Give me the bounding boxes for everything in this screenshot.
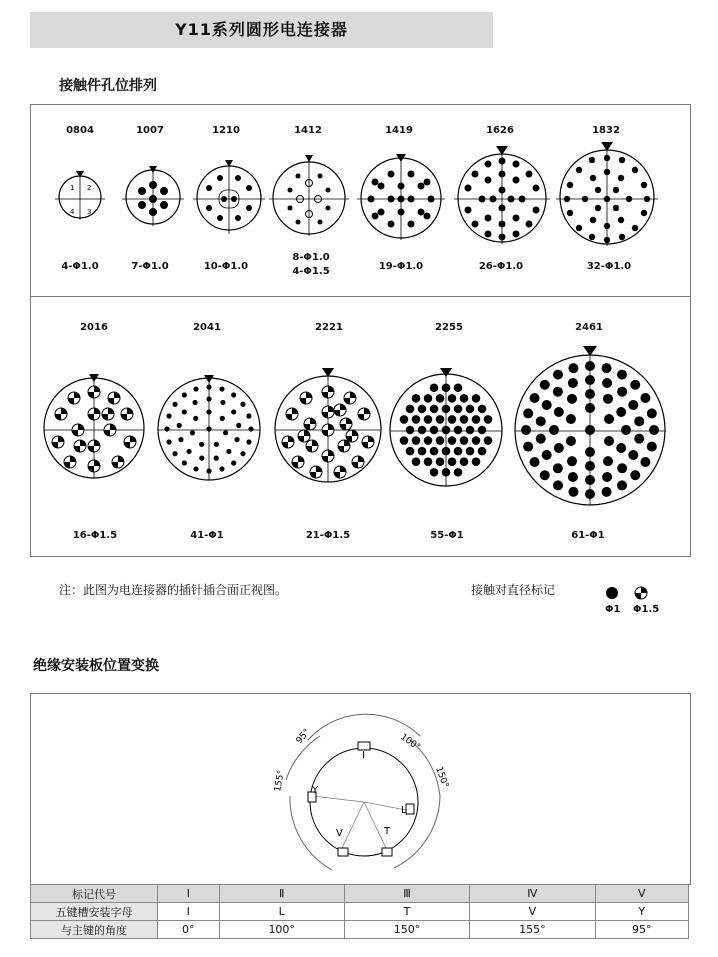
contact-dot xyxy=(472,436,481,445)
contact-dot xyxy=(540,470,550,480)
contact-dot xyxy=(223,430,228,435)
contact-count-1832: 32-Φ1.0 xyxy=(586,261,632,272)
contact-dot xyxy=(400,415,409,424)
legend-half-dot xyxy=(635,587,647,599)
svg-text:2: 2 xyxy=(87,184,92,192)
contact-dot xyxy=(192,400,197,405)
table-cell: T xyxy=(344,903,469,921)
contact-dot xyxy=(424,415,433,424)
contact-dot xyxy=(460,436,469,445)
table-header-cell: 标记代号 xyxy=(31,885,158,903)
layout-code-2461: 2461 xyxy=(575,322,603,333)
contact-dot xyxy=(424,394,433,403)
contact-dot xyxy=(585,489,595,499)
contact-dot xyxy=(617,480,627,490)
contact-dot xyxy=(521,425,531,435)
contact-dot xyxy=(472,415,481,424)
section-title-contact-layout: 接触件孔位排列 xyxy=(59,78,157,94)
angle-label-155: 155° xyxy=(273,769,287,793)
contact-dot xyxy=(454,405,463,414)
contact-dot xyxy=(585,389,595,399)
contact-dot xyxy=(466,405,475,414)
keyway-label-L: L xyxy=(401,805,407,816)
contact-dot xyxy=(178,437,183,442)
table-cell: 95° xyxy=(595,921,688,939)
layout-code-1210: 1210 xyxy=(212,125,240,136)
contact-dot xyxy=(448,457,457,466)
contact-dot xyxy=(553,480,563,490)
contact-dot xyxy=(617,387,627,397)
contact-count-1412-a: 8-Φ1.0 xyxy=(292,252,330,263)
contact-dot xyxy=(542,450,552,460)
angle-label-95: 95° xyxy=(294,727,313,746)
contact-dot xyxy=(523,442,533,452)
legend-symbols xyxy=(600,583,660,605)
contact-dot xyxy=(246,413,251,418)
contact-dot xyxy=(634,416,644,426)
svg-text:3: 3 xyxy=(87,208,92,216)
keyway-label-T: T xyxy=(384,826,391,837)
contact-dot xyxy=(240,402,245,407)
table-row xyxy=(31,921,689,939)
layout-code-1626: 1626 xyxy=(486,125,514,136)
contact-dot xyxy=(448,394,457,403)
layout-code-2255: 2255 xyxy=(435,322,463,333)
layout-2461-diagram xyxy=(515,346,665,505)
contact-dot xyxy=(430,383,439,392)
contact-dot xyxy=(617,370,627,380)
layout-2041-diagram xyxy=(158,375,260,480)
contact-dot xyxy=(418,447,427,456)
keyway-label-Y: Y xyxy=(312,785,319,796)
contact-dot xyxy=(442,426,451,435)
contact-dot xyxy=(647,408,657,418)
legend-label-phi15: Φ1.5 xyxy=(633,604,660,615)
section-title-insert-position: 绝缘安装板位置变换 xyxy=(33,658,159,674)
contact-count-2255: 55-Φ1 xyxy=(430,530,464,541)
contact-dot xyxy=(442,447,451,456)
contact-dot xyxy=(602,363,612,373)
contact-dot xyxy=(585,475,595,485)
contact-dot xyxy=(166,439,171,444)
contact-dot xyxy=(418,405,427,414)
contact-dot xyxy=(234,437,239,442)
contact-count-1210: 10-Φ1.0 xyxy=(203,261,249,272)
legend-solid-dot xyxy=(606,587,618,599)
contact-dot xyxy=(430,447,439,456)
contact-count-2461: 61-Φ1 xyxy=(571,530,605,541)
layout-1626-diagram xyxy=(454,146,550,244)
layout-code-2016: 2016 xyxy=(80,322,108,333)
contact-dot xyxy=(442,468,451,477)
contact-dot xyxy=(602,472,612,482)
table-cell: 100° xyxy=(219,921,344,939)
table-cell: 155° xyxy=(470,921,595,939)
contact-dot xyxy=(466,426,475,435)
layout-code-2221: 2221 xyxy=(315,322,343,333)
svg-text:4: 4 xyxy=(70,208,75,216)
contact-dot xyxy=(568,378,578,388)
contact-dot xyxy=(193,466,198,471)
contact-dot xyxy=(478,405,487,414)
contact-dot xyxy=(603,394,613,404)
contact-dot xyxy=(585,403,595,413)
contact-count-2041: 41-Φ1 xyxy=(190,530,224,541)
contact-dot xyxy=(406,447,415,456)
table-header-cell: Ⅱ xyxy=(219,885,344,903)
contact-count-1412-b: 4-Φ1.5 xyxy=(292,266,330,277)
contact-dot xyxy=(553,370,563,380)
contact-dot xyxy=(187,449,192,454)
contact-dot xyxy=(430,468,439,477)
contact-dot xyxy=(602,487,612,497)
legend-title: 接触对直径标记 xyxy=(471,583,556,597)
contact-dot xyxy=(649,425,659,435)
contact-dot xyxy=(628,450,638,460)
contact-dot xyxy=(454,468,463,477)
layout-0804-diagram xyxy=(55,171,105,220)
keyway-diagram xyxy=(260,710,470,880)
contact-dot xyxy=(621,425,631,435)
contact-dot xyxy=(585,461,595,471)
contact-dot xyxy=(566,436,576,446)
contact-dot xyxy=(219,386,224,391)
contact-dot xyxy=(536,434,546,444)
contact-dot xyxy=(540,380,550,390)
table-cell: 五键槽安装字母 xyxy=(31,903,158,921)
contact-dot xyxy=(246,439,251,444)
drawing-note: 注：此图为电连接器的插针插合面正视图。 xyxy=(59,583,288,597)
contact-dot xyxy=(460,394,469,403)
contact-dot xyxy=(640,393,650,403)
contact-dot xyxy=(199,442,204,447)
contact-dot xyxy=(177,423,182,428)
contact-dot xyxy=(231,409,236,414)
contact-dot xyxy=(647,442,657,452)
contact-dot xyxy=(585,361,595,371)
contact-dot xyxy=(412,436,421,445)
contact-dot xyxy=(436,394,445,403)
layout-2255-diagram xyxy=(390,368,502,486)
contact-dot xyxy=(628,400,638,410)
contact-dot xyxy=(484,415,493,424)
contact-dot xyxy=(172,402,177,407)
contact-count-1419: 19-Φ1.0 xyxy=(378,261,424,272)
contact-dot xyxy=(182,392,187,397)
contact-dot xyxy=(604,436,614,446)
contact-dot xyxy=(206,396,211,401)
contact-dot xyxy=(206,426,211,431)
table-header-row xyxy=(31,885,689,903)
contact-dot xyxy=(634,434,644,444)
layout-2221-diagram xyxy=(275,368,381,482)
contact-dot xyxy=(567,394,577,404)
layout-code-1419: 1419 xyxy=(385,125,413,136)
layout-1007-diagram xyxy=(122,166,184,226)
contact-dot xyxy=(454,447,463,456)
contact-dot xyxy=(484,436,493,445)
contact-dot xyxy=(554,443,564,453)
table-header-cell: Ⅳ xyxy=(470,885,595,903)
contact-dot xyxy=(424,457,433,466)
contact-dot xyxy=(568,472,578,482)
contact-dot xyxy=(603,456,613,466)
contact-dot xyxy=(430,405,439,414)
layout-1419-diagram xyxy=(357,154,445,240)
table-header-cell: Ⅲ xyxy=(344,885,469,903)
contact-dot xyxy=(418,426,427,435)
layout-1832-diagram xyxy=(556,142,658,246)
contact-dot xyxy=(466,447,475,456)
contact-count-2221: 21-Φ1.5 xyxy=(305,530,351,541)
contact-dot xyxy=(214,456,219,461)
contact-dot xyxy=(436,457,445,466)
contact-dot xyxy=(236,423,241,428)
contact-dot xyxy=(226,449,231,454)
contact-dot xyxy=(206,384,211,389)
keyway-label-V: V xyxy=(336,828,343,839)
table-cell: L xyxy=(219,903,344,921)
contact-dot xyxy=(436,415,445,424)
contact-dot xyxy=(193,416,198,421)
contact-dot xyxy=(166,413,171,418)
contact-dot xyxy=(536,416,546,426)
contact-dot xyxy=(616,407,626,417)
legend-label-phi1: Φ1 xyxy=(605,604,621,615)
keyway-table xyxy=(30,884,689,939)
table-cell: 0° xyxy=(158,921,220,939)
contact-dot xyxy=(472,394,481,403)
contact-dot xyxy=(630,380,640,390)
contact-dot xyxy=(454,426,463,435)
contact-dot xyxy=(248,426,253,431)
layout-1210-diagram xyxy=(193,160,265,234)
contact-dot xyxy=(530,457,540,467)
contact-dot xyxy=(412,394,421,403)
contact-dot xyxy=(190,430,195,435)
contact-dot xyxy=(630,470,640,480)
layout-code-1007: 1007 xyxy=(136,125,164,136)
contact-dot xyxy=(412,457,421,466)
contact-dot xyxy=(472,457,481,466)
contact-dot xyxy=(585,425,595,435)
layout-code-2041: 2041 xyxy=(193,322,221,333)
layout-code-1412: 1412 xyxy=(294,125,322,136)
contact-dot xyxy=(553,463,563,473)
contact-dot xyxy=(604,414,614,424)
contact-dot xyxy=(193,386,198,391)
contact-dot xyxy=(442,405,451,414)
contact-dot xyxy=(542,400,552,410)
contact-dot xyxy=(585,447,595,457)
contact-dot xyxy=(412,415,421,424)
contact-dot xyxy=(549,425,559,435)
contact-dot xyxy=(602,378,612,388)
contact-dot xyxy=(436,436,445,445)
contact-dot xyxy=(172,451,177,456)
layout-2016-diagram xyxy=(44,374,144,478)
contact-dot xyxy=(478,426,487,435)
contact-dot xyxy=(568,487,578,497)
contact-count-2016: 16-Φ1.5 xyxy=(72,530,118,541)
angle-label-100: 100° xyxy=(398,732,422,753)
page-title: Y11系列圆形电连接器 xyxy=(175,20,348,39)
contact-dot xyxy=(182,460,187,465)
contact-dot xyxy=(424,436,433,445)
contact-dot xyxy=(406,405,415,414)
layout-1412-diagram xyxy=(269,155,349,236)
contact-dot xyxy=(206,409,211,414)
contact-count-1626: 26-Φ1.0 xyxy=(478,261,524,272)
layout-code-1832: 1832 xyxy=(592,125,620,136)
contact-count-0804: 4-Φ1.0 xyxy=(61,261,99,272)
contact-dot xyxy=(220,416,225,421)
contact-dot xyxy=(568,363,578,373)
contact-dot xyxy=(240,451,245,456)
contact-dot xyxy=(448,415,457,424)
contact-dot xyxy=(400,436,409,445)
svg-text:1: 1 xyxy=(70,184,75,192)
contact-dot xyxy=(460,415,469,424)
contact-dot xyxy=(214,442,219,447)
contact-dot xyxy=(554,407,564,417)
contact-dot xyxy=(617,463,627,473)
contact-dot xyxy=(640,457,650,467)
contact-dot xyxy=(460,457,469,466)
contact-dot xyxy=(219,466,224,471)
contact-dot xyxy=(406,426,415,435)
keyway-label-I: I xyxy=(362,750,365,761)
layout-code-0804: 0804 xyxy=(66,125,94,136)
contact-dot xyxy=(220,400,225,405)
table-cell: Y xyxy=(595,903,688,921)
contact-dot xyxy=(478,447,487,456)
contact-dot xyxy=(199,456,204,461)
contact-count-1007: 7-Φ1.0 xyxy=(131,261,169,272)
table-header-cell: I xyxy=(158,885,220,903)
contact-dot xyxy=(231,392,236,397)
table-header-cell: Ⅴ xyxy=(595,885,688,903)
table-cell: I xyxy=(158,903,220,921)
contact-dot xyxy=(530,393,540,403)
contact-dot xyxy=(454,383,463,392)
table-cell: 与主键的角度 xyxy=(31,921,158,939)
table-cell: 150° xyxy=(344,921,469,939)
contact-dot xyxy=(523,408,533,418)
table-row xyxy=(31,903,689,921)
contact-dot xyxy=(206,468,211,473)
contact-dot xyxy=(567,456,577,466)
contact-dot xyxy=(616,443,626,453)
contact-dot xyxy=(566,414,576,424)
contact-dot xyxy=(442,383,451,392)
contact-dot xyxy=(182,409,187,414)
table-cell: V xyxy=(470,903,595,921)
angle-label-150: 150° xyxy=(433,765,450,790)
contact-dot xyxy=(430,426,439,435)
contact-dot xyxy=(585,375,595,385)
contact-dot xyxy=(164,426,169,431)
contact-dot xyxy=(231,460,236,465)
contact-dot xyxy=(448,436,457,445)
contact-dot xyxy=(553,387,563,397)
